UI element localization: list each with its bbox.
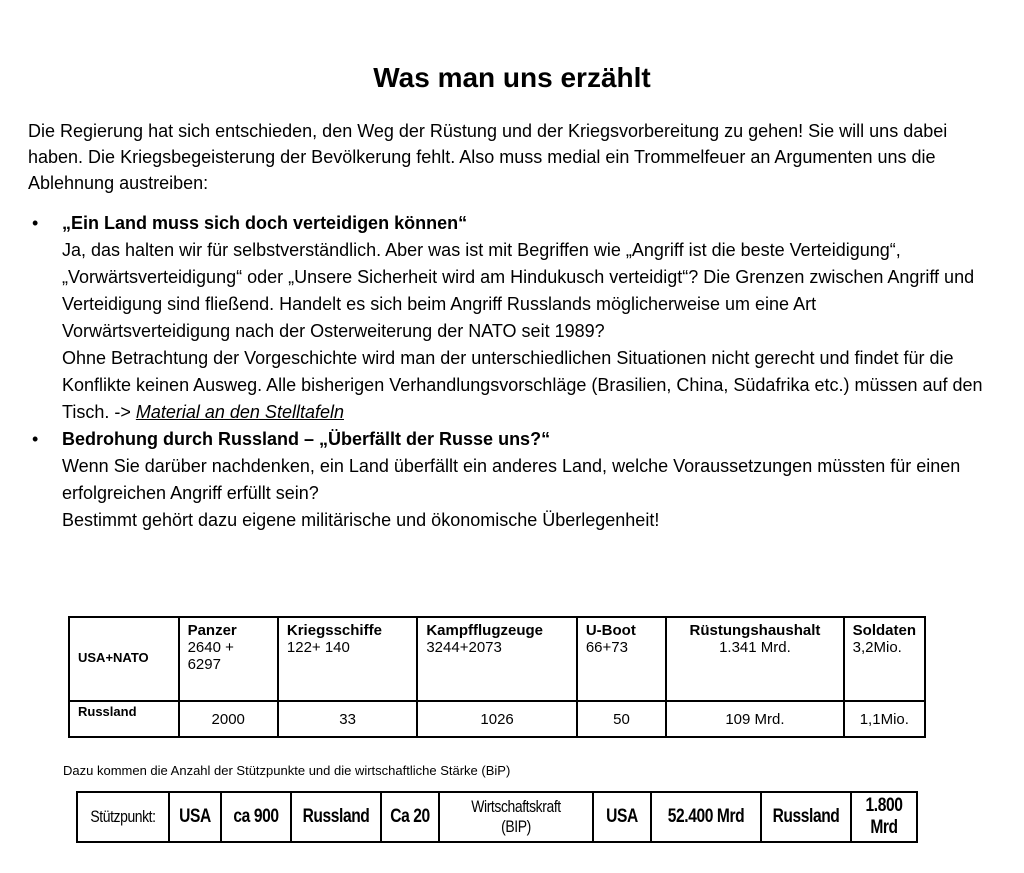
table-cell: USA bbox=[174, 792, 217, 842]
bullet-heading: Bedrohung durch Russland – „Überfällt der Russe uns?“ bbox=[62, 429, 551, 449]
table-row bbox=[69, 701, 925, 737]
bullet-paragraph bbox=[62, 345, 988, 426]
cell-value: 3,2Mio. bbox=[852, 639, 902, 656]
bases-economy-table bbox=[76, 791, 918, 843]
table-note: Dazu kommen die Anzahl der Stützpunkte und die wirtschaftliche Stärke (BiP) bbox=[63, 763, 511, 778]
column-header: Rüstungshaushalt bbox=[689, 622, 821, 639]
table-cell: 52.400 Mrd bbox=[661, 792, 751, 842]
bullet-paragraph: Bestimmt gehört dazu eigene militärische und ökonomische Überlegenheit! bbox=[62, 510, 660, 530]
cell-value: 109 Mrd. bbox=[666, 701, 843, 737]
bullet-list bbox=[28, 210, 988, 534]
table-cell bbox=[844, 617, 925, 701]
table-cell: Russland bbox=[299, 792, 373, 842]
bullet-heading: „Ein Land muss sich doch verteidigen können“ bbox=[62, 213, 468, 233]
table-cell: Ca 20 bbox=[386, 792, 434, 842]
military-comparison-table bbox=[68, 616, 926, 738]
cell-value: 3244+2073 bbox=[426, 639, 502, 656]
cell-value: 1026 bbox=[417, 701, 576, 737]
table-cell: 1.800 Mrd bbox=[857, 792, 911, 842]
bullet-paragraph: Ja, das halten wir für selbstverständlich. Aber was ist mit Begriffen wie „Angriff ist die beste Verteidigung“, „Vorwärtsverteidigung“ oder „Unsere Sicherheit wird am Hindukusch verteidigt“? Die Grenzen zwischen Angriff und Verteidigung sind fließend. Handelt es sich beim Angriff Russlands möglicherweise um eine Art Vorwärtsverteidigung nach der Osterweiterung der NATO seit 1989? bbox=[62, 240, 975, 341]
table-cell: Russland bbox=[769, 792, 843, 842]
column-header: Kampfflugzeuge bbox=[426, 622, 544, 639]
bullet-item-defense bbox=[28, 210, 988, 426]
cell-value: 2000 bbox=[179, 701, 278, 737]
cell-value: 2640 + 6297 bbox=[187, 639, 234, 673]
column-header: U-Boot bbox=[585, 622, 636, 639]
economy-label: Wirtschaftskraft (BIP) bbox=[453, 792, 579, 842]
table-cell bbox=[577, 617, 666, 701]
cell-value: 66+73 bbox=[585, 639, 628, 656]
row-label: USA+NATO bbox=[69, 617, 179, 701]
table-cell: ca 900 bbox=[227, 792, 284, 842]
page-title: Was man uns erzählt bbox=[373, 62, 651, 93]
material-link[interactable]: Material an den Stelltafeln bbox=[135, 402, 344, 422]
cell-value: 1,1Mio. bbox=[844, 701, 925, 737]
column-header: Soldaten bbox=[852, 622, 916, 639]
bullet-marker: • bbox=[32, 429, 39, 449]
table-cell bbox=[179, 617, 278, 701]
bases-label: Stützpunkt: bbox=[85, 792, 160, 842]
bullet-paragraph: Wenn Sie darüber nachdenken, ein Land überfällt ein anderes Land, welche Voraussetzungen müssten für einen erfolgreichen Angriff erfüllt sein? bbox=[62, 456, 961, 503]
intro-paragraph: Die Regierung hat sich entschieden, den Weg der Rüstung und der Kriegsvorbereitung zu gehen! Sie will uns dabei haben. Die Kriegsbegeisterung der Bevölkerung fehlt. Also muss medial ein Trommelfeuer an Argumenten uns die Ablehnung austreiben: bbox=[28, 121, 948, 193]
table-row bbox=[77, 792, 917, 842]
table-cell bbox=[278, 617, 417, 701]
table-cell bbox=[417, 617, 576, 701]
bullet-item-threat bbox=[28, 426, 988, 534]
cell-value: 33 bbox=[278, 701, 417, 737]
column-header: Panzer bbox=[187, 622, 237, 639]
column-header: Kriegsschiffe bbox=[286, 622, 382, 639]
bullet-paragraph-text: Ohne Betrachtung der Vorgeschichte wird man der unterschiedlichen Situationen nicht gerecht und findet für die Konflikte keinen Ausweg. Alle bisherigen Verhandlungsvorschläge (Brasilien, China, Südafrika etc.) müssen auf den Tisch. -> bbox=[62, 348, 983, 422]
table-cell: USA bbox=[598, 792, 646, 842]
row-label: Russland bbox=[69, 701, 179, 737]
table-row bbox=[69, 617, 925, 701]
cell-value: 1.341 Mrd. bbox=[719, 639, 791, 656]
cell-value: 50 bbox=[577, 701, 666, 737]
table-cell bbox=[666, 617, 843, 701]
cell-value: 122+ 140 bbox=[286, 639, 350, 656]
bullet-marker: • bbox=[32, 213, 39, 233]
